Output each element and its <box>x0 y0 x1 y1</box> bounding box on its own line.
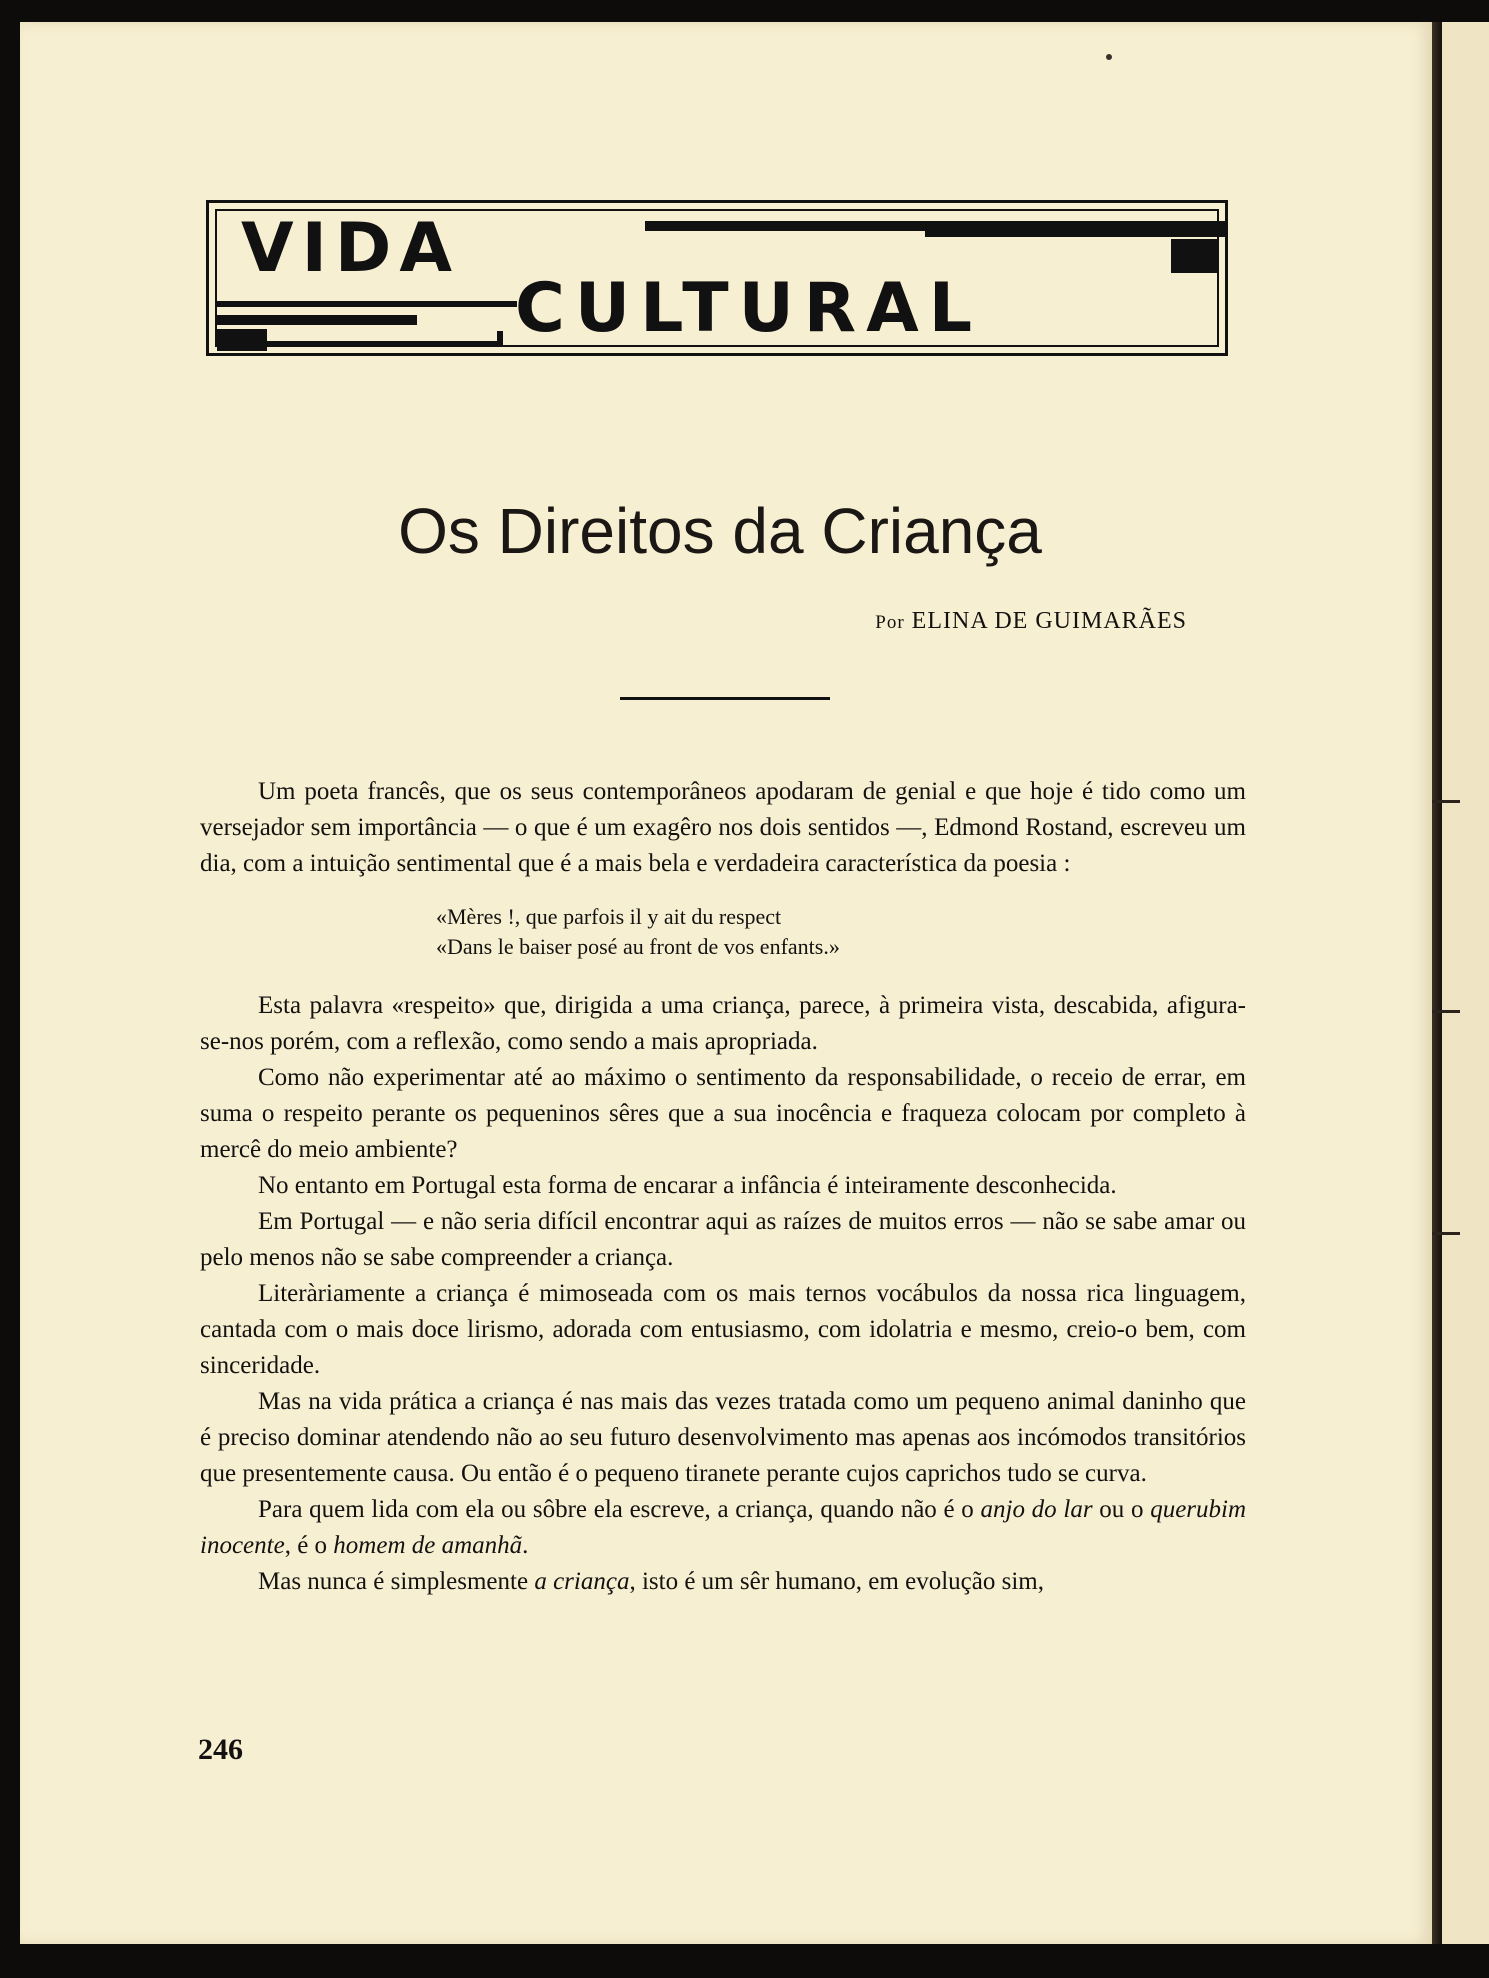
text-run: , é o <box>284 1532 334 1559</box>
italic-phrase: homem de amanhã <box>333 1532 523 1559</box>
paragraph-with-italics <box>200 1564 1246 1600</box>
text-run: Mas nunca é simplesmente <box>258 1568 535 1595</box>
article-title: Os Direitos da Criança <box>398 495 1042 567</box>
edge-mark <box>1432 1232 1460 1235</box>
paragraph: No entanto em Portugal esta forma de encarar a infância é inteiramente desconhecida. <box>258 1172 1117 1199</box>
article-body <box>200 774 1246 1600</box>
quote-line: «Dans le baiser posé au front de vos enfants.» <box>436 934 840 959</box>
adjacent-page-edge <box>1442 22 1489 1944</box>
quote-line: «Mères !, que parfois il y ait du respect <box>436 904 782 929</box>
speck <box>1106 54 1112 60</box>
header-word-cultural: CULTURAL <box>515 269 983 348</box>
italic-phrase: querubim inocente <box>200 1496 1247 1559</box>
byline-author: ELINA DE GUIMARÃES <box>911 608 1187 634</box>
paragraph: Como não experimentar até ao máximo o sentimento da responsabilidade, o receio de errar, em suma o respeito perante os pequeninos sêres que a sua inocência e fraqueza colocam por completo à mercê do meio ambiente? <box>200 1064 1246 1163</box>
paragraph: Em Portugal — e não seria difícil encontrar aqui as raízes de muitos erros — não se sabe amar ou pelo menos não se sabe compreender a criança. <box>200 1208 1246 1271</box>
book-gutter <box>1432 22 1442 1944</box>
header-word-vida: VIDA <box>241 209 460 288</box>
text-run: Para quem lida com ela ou sôbre ela escreve, a criança, quando não é o <box>258 1496 981 1523</box>
edge-mark <box>1432 800 1460 803</box>
text-run: ou o <box>1092 1496 1151 1523</box>
paragraph-with-italics <box>200 1492 1246 1564</box>
byline-prefix: Por <box>875 612 905 633</box>
paragraph: Literàriamente a criança é mimoseada com os mais ternos vocábulos da nossa rica linguagem, cantada com o mais doce lirismo, adorada com entusiasmo, com idolatria e mesmo, creio-o bem, com sinceridade. <box>200 1280 1246 1379</box>
italic-phrase: anjo do lar <box>980 1496 1093 1523</box>
paragraph: Um poeta francês, que os seus contemporâneos apodaram de genial e que hoje é tido como um versejador sem importância — o que é um exagêro nos dois sentidos —, Edmond Rostand, escreveu um dia, com a intuição sentimental que é a mais bela e verdadeira característica da poesia : <box>200 778 1246 877</box>
paragraph: Mas na vida prática a criança é nas mais das vezes tratada como um pequeno animal daninho que é preciso dominar atendendo não ao seu futuro desenvolvimento mas apenas aos incómodos transitórios que presentemente causa. Ou então é o pequeno tiranete perante cujos caprichos tudo se curva. <box>200 1388 1246 1487</box>
paragraph: Esta palavra «respeito» que, dirigida a uma criança, parece, à primeira vista, descabida, afigura-se-nos porém, com a reflexão, como sendo a mais apropriada. <box>200 992 1246 1055</box>
edge-mark <box>1432 1010 1460 1013</box>
text-run: , isto é um sêr humano, em evolução sim, <box>629 1568 1044 1595</box>
title-rule <box>620 697 830 700</box>
quote-block <box>436 902 1246 962</box>
text-run: . <box>522 1532 529 1559</box>
italic-phrase: a criança <box>534 1568 630 1595</box>
byline <box>875 608 1187 635</box>
section-header-banner <box>206 200 1228 356</box>
page-number: 246 <box>198 1733 243 1766</box>
